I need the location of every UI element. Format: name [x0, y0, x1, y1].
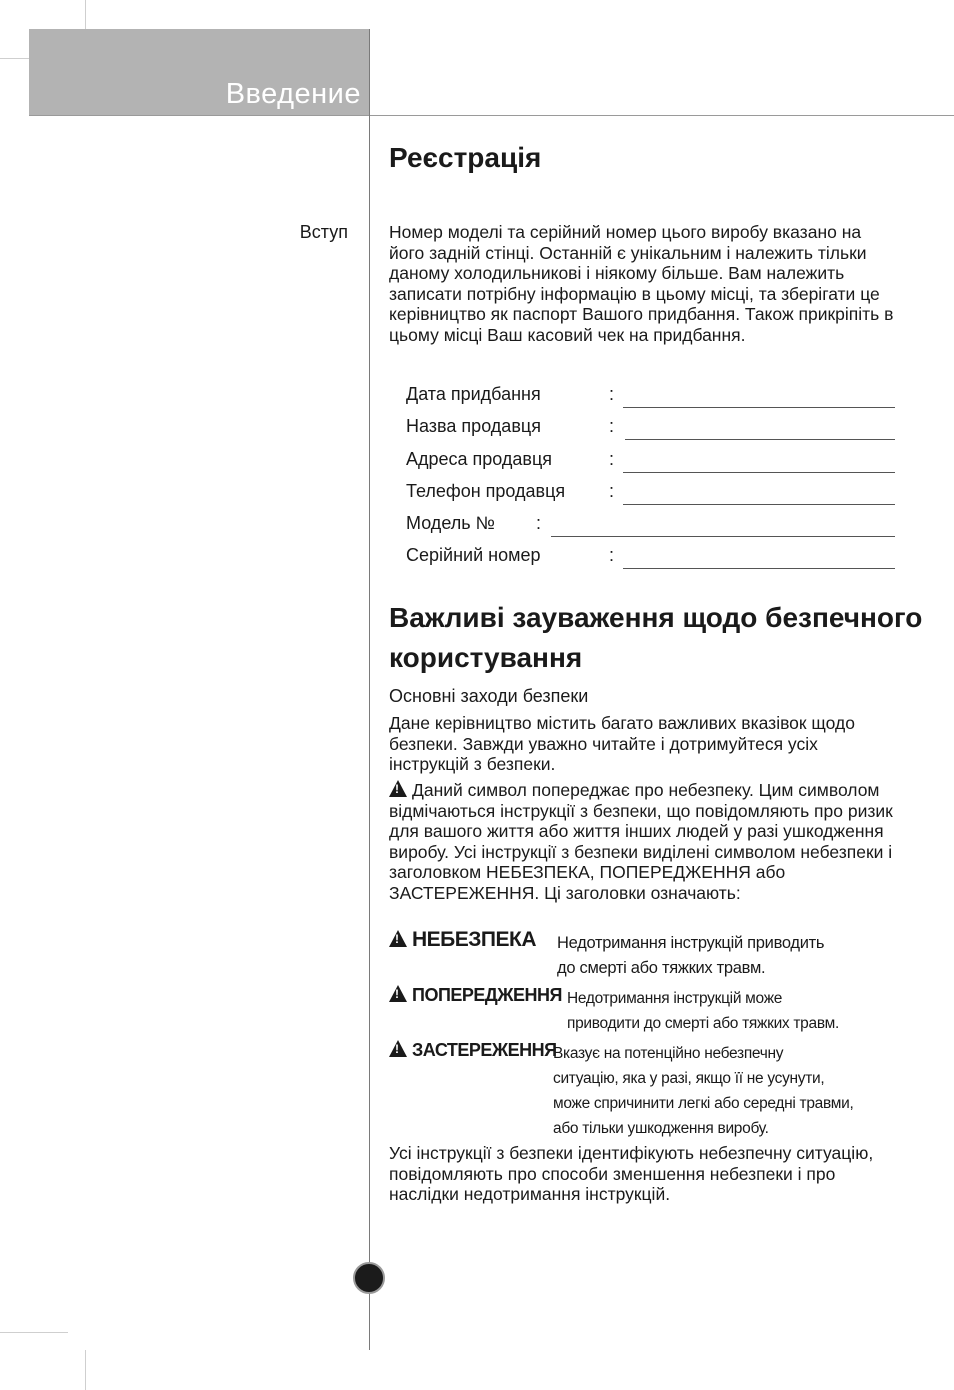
- dealer-address-line[interactable]: [623, 472, 895, 473]
- warning-triangle-icon: [389, 780, 407, 797]
- dealer-phone-line[interactable]: [623, 504, 895, 505]
- level-label: [389, 985, 562, 1006]
- form-row-dealer-phone: [406, 479, 895, 511]
- level-line: або тільки ушкодження виробу.: [553, 1120, 769, 1137]
- field-colon: :: [536, 513, 542, 534]
- field-colon: :: [609, 480, 615, 501]
- level-label-text: НЕБЕЗПЕКА: [412, 928, 537, 951]
- field-label: Адреса продавця: [406, 448, 553, 469]
- section-header: [29, 29, 369, 115]
- field-label: Дата придбання: [406, 384, 541, 404]
- symbol-note-text: Даний символ попереджає про небезпеку. Цим символом відмічаються інструкції з безпеки, що повідомляють про ризик для вашого життя або життя інших людей у разі ушкодження виробу. Усі інструкції з безпеки виділені символом небезпеки і заголовком НЕБЕЗПЕКА, ПОПЕРЕДЖЕННЯ або ЗАСТЕРЕЖЕННЯ. Ці заголовки означають:: [389, 780, 893, 903]
- field-colon: :: [609, 384, 615, 404]
- form-row-dealer-address: [406, 447, 895, 479]
- field-label: Серійний номер: [406, 545, 541, 566]
- serial-number-line[interactable]: [623, 568, 895, 569]
- level-line: Недотримання інструкцій приводить: [557, 934, 825, 952]
- safety-title: Важливі зауваження щодо безпечного користування: [389, 602, 923, 673]
- form-row-model-number: [406, 511, 895, 543]
- header-rule: [29, 115, 954, 116]
- field-label: Модель №: [406, 513, 495, 534]
- side-label: Вступ: [299, 222, 348, 242]
- level-description: [553, 1041, 853, 1141]
- level-line: Недотримання інструкцій може: [567, 990, 783, 1007]
- form-row-dealer-name: [406, 414, 895, 446]
- registration-form: [406, 382, 895, 576]
- safety-closing: Усі інструкції з безпеки ідентифікують небезпечну ситуацію, повідомляють про способи зменшення небезпеки і про наслідки недотримання інструкцій.: [389, 1143, 874, 1204]
- level-line: Вказує на потенційно небезпечну: [553, 1045, 784, 1062]
- level-line: приводити до смерті або тяжких травм.: [567, 1015, 839, 1032]
- field-label: Телефон продавця: [406, 480, 566, 501]
- dealer-name-line[interactable]: [625, 439, 895, 440]
- level-label: [389, 928, 536, 952]
- page-marker: [353, 1262, 385, 1294]
- field-colon: :: [609, 416, 615, 437]
- symbol-note: [389, 780, 899, 903]
- form-row-purchase-date: [406, 382, 895, 414]
- crop-mark: [85, 0, 86, 29]
- level-line: до смерті або тяжких травм.: [557, 959, 766, 977]
- registration-title: Реєстрація: [389, 142, 542, 173]
- field-colon: :: [609, 448, 615, 469]
- column-divider: [369, 29, 370, 1350]
- level-description: [567, 986, 839, 1036]
- warning-triangle-icon: [389, 1040, 407, 1057]
- model-number-line[interactable]: [551, 536, 895, 537]
- level-label-text: ПОПЕРЕДЖЕННЯ: [412, 985, 562, 1005]
- level-label: [389, 1040, 557, 1061]
- safety-intro: Дане керівництво містить багато важливих вказівок щодо безпеки. Завжди уважно читайте і дотримуйтеся усіх інструкцій з безпеки.: [389, 713, 855, 774]
- form-row-serial-number: [406, 543, 895, 575]
- section-title: Введение: [225, 78, 361, 110]
- registration-intro: Номер моделі та серійний номер цього виробу вказано на його задній стінці. Останній є унікальним і належить тільки даному холодильникові і ніякому більше. Вам належить записати потрібну інформацію в цьому місці, та зберігати це керівництво як паспорт Вашого придбання. Також прикріпіть в цьому місці Ваш касовий чек на придбання.: [389, 222, 894, 345]
- crop-mark: [85, 1350, 86, 1390]
- crop-mark: [0, 1332, 68, 1333]
- level-line: ситуацію, яка у разі, якщо її не усунути,: [553, 1070, 825, 1087]
- purchase-date-line[interactable]: [623, 407, 895, 408]
- safety-subtitle: Основні заходи безпеки: [389, 686, 589, 706]
- level-label-text: ЗАСТЕРЕЖЕННЯ: [412, 1040, 557, 1060]
- field-colon: :: [609, 545, 615, 566]
- warning-triangle-icon: [389, 930, 407, 947]
- warning-triangle-icon: [389, 985, 407, 1002]
- level-description: [557, 931, 824, 981]
- field-label: Назва продавця: [406, 416, 541, 437]
- level-line: може спричинити легкі або середні травми,: [553, 1095, 854, 1112]
